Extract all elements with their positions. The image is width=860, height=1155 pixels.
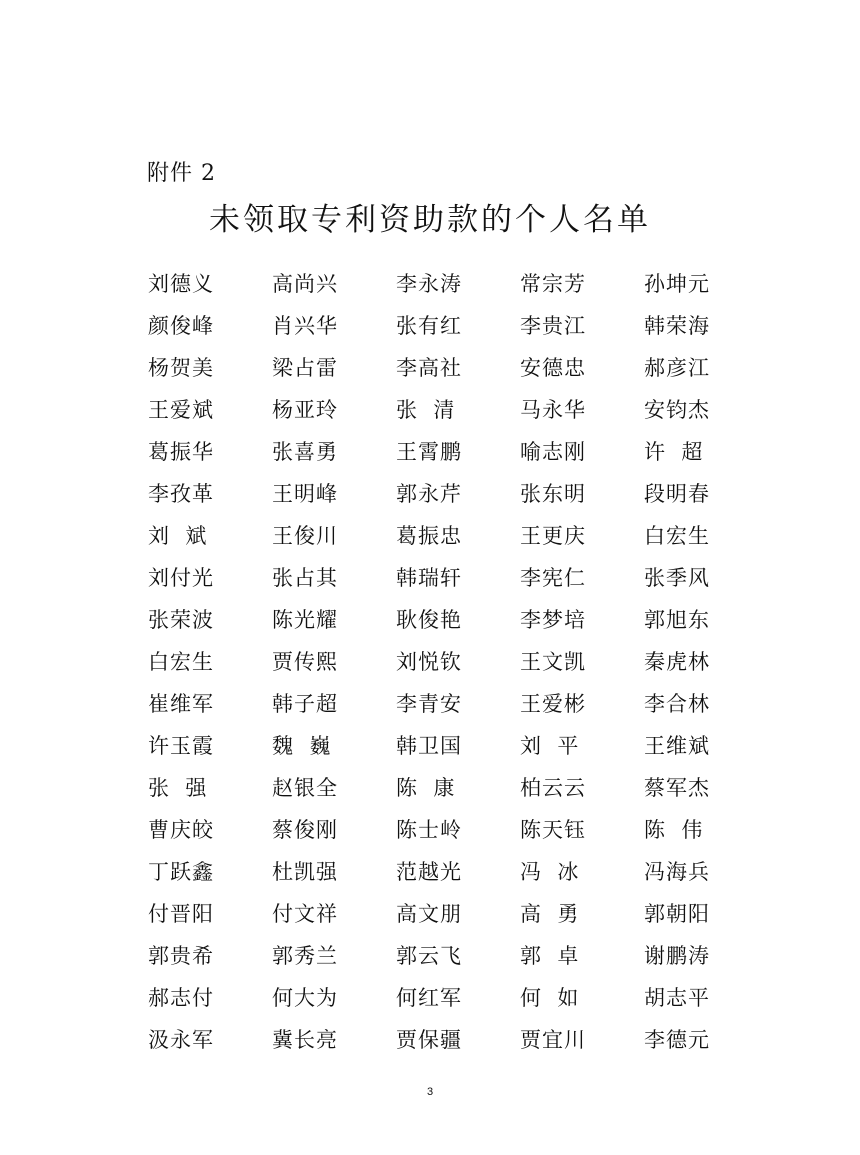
person-name: 胡志平: [644, 986, 710, 1010]
person-name: 孙坤元: [644, 272, 710, 296]
person-name: 王俊川: [272, 524, 338, 548]
person-name: 王文凯: [520, 650, 586, 674]
person-name: 付文祥: [272, 902, 338, 926]
person-name: 张占其: [272, 566, 338, 590]
person-name: 白宏生: [148, 650, 214, 674]
person-name: 杨贺美: [148, 356, 214, 380]
person-name: 汲永军: [148, 1028, 214, 1052]
person-name: 蔡俊刚: [272, 818, 338, 842]
person-name: 梁占雷: [272, 356, 338, 380]
person-name: 何红军: [396, 986, 462, 1010]
person-name: 常宗芳: [520, 272, 586, 296]
person-name: 崔维军: [148, 692, 214, 716]
person-name: 陈 康: [396, 776, 456, 800]
person-name: 张东明: [520, 482, 586, 506]
person-name: 张荣波: [148, 608, 214, 632]
name-list-table: [148, 262, 748, 1060]
person-name: 郭旭东: [644, 608, 710, 632]
name-row: [148, 808, 748, 850]
person-name: 刘付光: [148, 566, 214, 590]
person-name: 贾保疆: [396, 1028, 462, 1052]
person-name: 张 强: [148, 776, 208, 800]
person-name: 魏 巍: [272, 734, 332, 758]
person-name: 肖兴华: [272, 314, 338, 338]
person-name: 冯 冰: [520, 860, 580, 884]
person-name: 刘悦钦: [396, 650, 462, 674]
person-name: 王霄鹏: [396, 440, 462, 464]
person-name: 葛振华: [148, 440, 214, 464]
person-name: 王爱彬: [520, 692, 586, 716]
person-name: 郝彦江: [644, 356, 710, 380]
person-name: 张 清: [396, 398, 456, 422]
person-name: 冯海兵: [644, 860, 710, 884]
person-name: 郭云飞: [396, 944, 462, 968]
person-name: 何大为: [272, 986, 338, 1010]
person-name: 蔡军杰: [644, 776, 710, 800]
person-name: 王爱斌: [148, 398, 214, 422]
person-name: 陈光耀: [272, 608, 338, 632]
person-name: 谢鹏涛: [644, 944, 710, 968]
person-name: 郭秀兰: [272, 944, 338, 968]
person-name: 王更庆: [520, 524, 586, 548]
name-row: [148, 640, 748, 682]
person-name: 郭贵希: [148, 944, 214, 968]
person-name: 颜俊峰: [148, 314, 214, 338]
person-name: 杨亚玲: [272, 398, 338, 422]
name-row: [148, 850, 748, 892]
person-name: 张喜勇: [272, 440, 338, 464]
name-row: [148, 514, 748, 556]
person-name: 高尚兴: [272, 272, 338, 296]
person-name: 贾传熙: [272, 650, 338, 674]
person-name: 付晋阳: [148, 902, 214, 926]
person-name: 李合林: [644, 692, 710, 716]
person-name: 丁跃鑫: [148, 860, 214, 884]
person-name: 高 勇: [520, 902, 580, 926]
name-row: [148, 472, 748, 514]
person-name: 陈士岭: [396, 818, 462, 842]
person-name: 张季风: [644, 566, 710, 590]
person-name: 韩卫国: [396, 734, 462, 758]
person-name: 陈天钰: [520, 818, 586, 842]
person-name: 郭 卓: [520, 944, 580, 968]
person-name: 贾宜川: [520, 1028, 586, 1052]
page-number: 3: [426, 1086, 434, 1098]
name-row: [148, 976, 748, 1018]
person-name: 秦虎林: [644, 650, 710, 674]
person-name: 范越光: [396, 860, 462, 884]
person-name: 李高社: [396, 356, 462, 380]
person-name: 李永涛: [396, 272, 462, 296]
person-name: 郭朝阳: [644, 902, 710, 926]
person-name: 杜凯强: [272, 860, 338, 884]
person-name: 刘 斌: [148, 524, 208, 548]
name-row: [148, 892, 748, 934]
name-row: [148, 724, 748, 766]
person-name: 段明春: [644, 482, 710, 506]
person-name: 耿俊艳: [396, 608, 462, 632]
person-name: 陈 伟: [644, 818, 704, 842]
person-name: 郭永芹: [396, 482, 462, 506]
name-row: [148, 556, 748, 598]
person-name: 韩瑞轩: [396, 566, 462, 590]
name-row: [148, 1018, 748, 1060]
person-name: 喻志刚: [520, 440, 586, 464]
name-row: [148, 682, 748, 724]
person-name: 张有红: [396, 314, 462, 338]
person-name: 李孜革: [148, 482, 214, 506]
person-name: 刘 平: [520, 734, 580, 758]
person-name: 曹庆皎: [148, 818, 214, 842]
person-name: 安德忠: [520, 356, 586, 380]
person-name: 李宪仁: [520, 566, 586, 590]
person-name: 郝志付: [148, 986, 214, 1010]
name-row: [148, 934, 748, 976]
name-row: [148, 304, 748, 346]
person-name: 李贵江: [520, 314, 586, 338]
person-name: 何 如: [520, 986, 580, 1010]
person-name: 韩子超: [272, 692, 338, 716]
person-name: 韩荣海: [644, 314, 710, 338]
person-name: 安钧杰: [644, 398, 710, 422]
person-name: 冀长亮: [272, 1028, 338, 1052]
name-row: [148, 430, 748, 472]
name-row: [148, 388, 748, 430]
person-name: 许玉霞: [148, 734, 214, 758]
person-name: 柏云云: [520, 776, 586, 800]
name-row: [148, 766, 748, 808]
document-title: 未领取专利资助款的个人名单: [209, 202, 651, 238]
person-name: 高文朋: [396, 902, 462, 926]
person-name: 李青安: [396, 692, 462, 716]
person-name: 李德元: [644, 1028, 710, 1052]
person-name: 马永华: [520, 398, 586, 422]
person-name: 王维斌: [644, 734, 710, 758]
name-row: [148, 262, 748, 304]
person-name: 许 超: [644, 440, 704, 464]
person-name: 刘德义: [148, 272, 214, 296]
attachment-label: 附件 2: [147, 161, 216, 186]
person-name: 葛振忠: [396, 524, 462, 548]
person-name: 赵银全: [272, 776, 338, 800]
person-name: 李梦培: [520, 608, 586, 632]
person-name: 王明峰: [272, 482, 338, 506]
name-row: [148, 598, 748, 640]
person-name: 白宏生: [644, 524, 710, 548]
name-row: [148, 346, 748, 388]
